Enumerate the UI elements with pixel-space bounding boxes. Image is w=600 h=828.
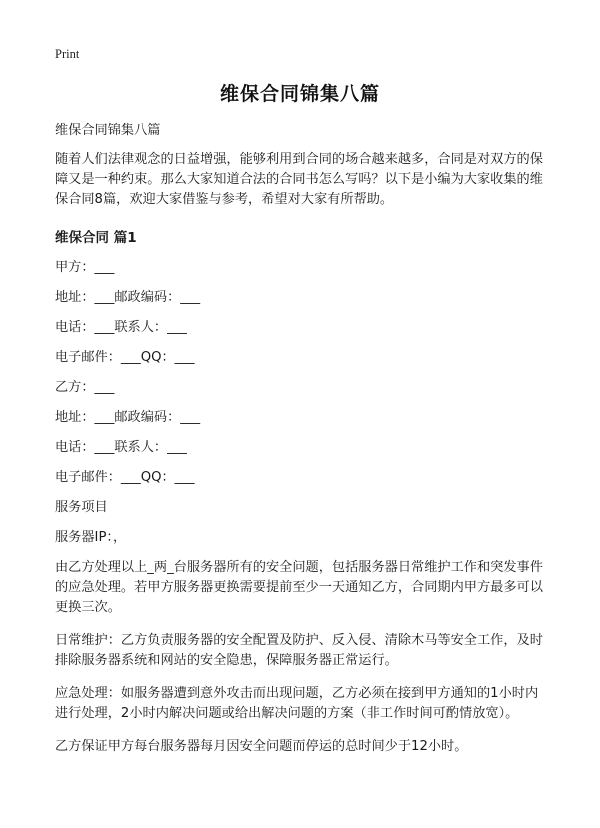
party-a-address-field: 地址：___邮政编码：___	[55, 290, 201, 305]
party-b-field: 乙方：___	[55, 380, 115, 395]
print-link[interactable]: Print	[55, 47, 80, 61]
service-items-label: 服务项目	[55, 500, 108, 515]
daily-maintenance-paragraph: 日常维护：乙方负责服务器的安全配置及防护、反入侵、清除木马等安全工作，及时排除服务器系统和网站的安全隐患，保障服务器正常运行。	[55, 633, 543, 668]
party-a-field: 甲方：___	[55, 260, 115, 275]
intro-paragraph: 随着人们法律观念的日益增强，能够利用到合同的场合越来越多，合同是对双方的保障又是一种约束。那么大家知道合法的合同书怎么写吗？以下是小编为大家收集的维保合同8篇，欢迎大家借鉴与参考，希望对大家有所帮助。	[55, 152, 543, 207]
document-title: 维保合同锦集八篇	[219, 83, 380, 105]
party-b-address-field: 地址：___邮政编码：___	[55, 410, 201, 425]
party-b-email-field: 电子邮件：___QQ：___	[55, 470, 195, 485]
document-subtitle: 维保合同锦集八篇	[55, 123, 161, 138]
service-scope-paragraph: 由乙方处理以上_两_台服务器所有的安全问题，包括服务器日常维护工作和突发事件的应急处理。若甲方服务器更换需要提前至少一天通知乙方，合同期内甲方最多可以更换三次。	[55, 560, 543, 615]
document-body	[55, 121, 550, 757]
uptime-guarantee-paragraph: 乙方保证甲方每台服务器每月因安全问题而停运的总时间少于12小时。	[55, 739, 468, 754]
party-b-phone-field: 电话：___联系人：___	[55, 440, 187, 455]
section-heading: 维保合同 篇1	[55, 230, 137, 246]
party-a-email-field: 电子邮件：___QQ：___	[55, 350, 195, 365]
server-ip-field: 服务器IP：，	[55, 530, 127, 545]
party-a-phone-field: 电话：___联系人：___	[55, 320, 187, 335]
emergency-handling-paragraph: 应急处理：如服务器遭到意外攻击而出现问题，乙方必须在接到甲方通知的1小时内进行处理，2小时内解决问题或给出解决问题的方案（非工作时间可酌情放宽）。	[55, 686, 539, 721]
